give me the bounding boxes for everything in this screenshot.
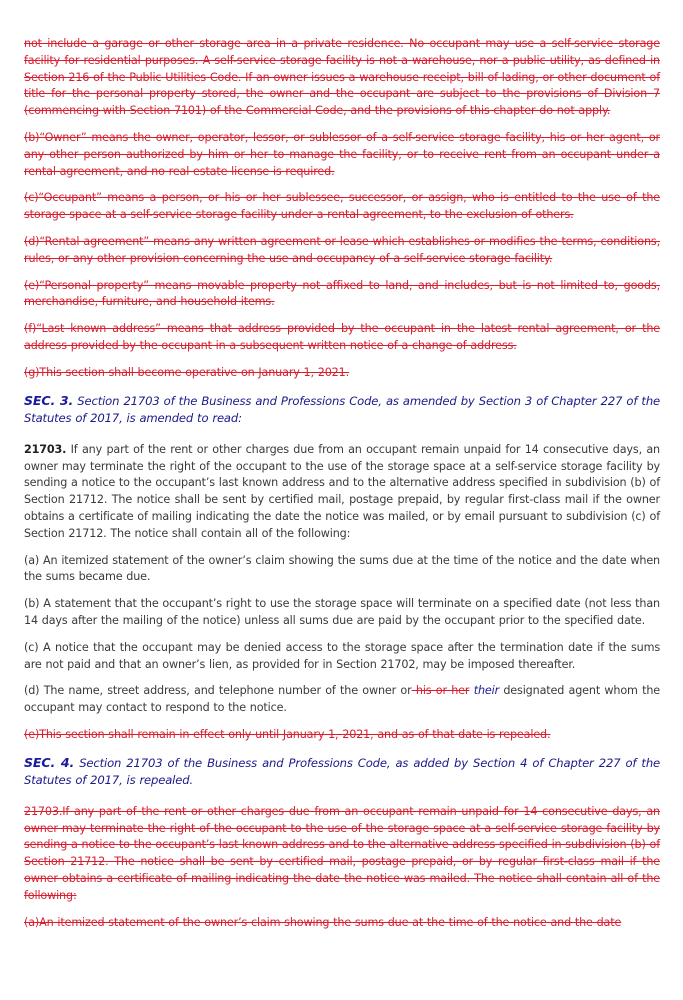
section-21703-number: 21703.	[24, 442, 67, 456]
subdivision-d-after: designated agent whom the occupant may contact to respond to the notice.	[24, 684, 661, 715]
subdivision-d-deleted-text: his or her	[411, 684, 470, 698]
repealed-subdivision-a: (a)An itemized statement of the owner’s claim showing the sums due at the time of the notice and the date	[24, 915, 622, 929]
bill-document	[24, 36, 660, 941]
subdivision-d-before: (d) The name, street address, and telephone number of the owner or	[24, 684, 412, 698]
section-3-label: SEC. 3.	[24, 392, 74, 408]
subdivision-c: (c) A notice that the occupant may be denied access to the storage space after the termination date if the sums are not paid and that an owner’s lien, as provided for in Section 21702, may be imposed thereafter.	[24, 640, 660, 671]
subdivision-a: (a) An itemized statement of the owner’s claim showing the sums due at the time of the notice and the date when the sums became due.	[24, 553, 660, 584]
section-21703-intro-text: If any part of the rent or other charges due from an occupant remain unpaid for 14 consecutive days, an owner may terminate the right of the occupant to the use of the storage space at a self-service storage facility by sending a notice to the occupant’s last known address and to the alternative address specified in subdivision (b) of Section 21712. The notice shall be sent by certified mail, postage prepaid, by regular first-class mail if the owner obtains a certificate of mailing indicating the date the notice was mailed, or by email pursuant to subdivision (c) of Section 21712. The notice shall contain all of the following:	[24, 442, 660, 540]
section-3-text: Section 21703 of the Business and Professions Code, as amended by Section 3 of Chapter 227 of the Statutes of 2017, is amended to read:	[24, 393, 661, 426]
deleted-paragraph-operative-date: (g)This section shall become operative on January 1, 2021.	[24, 365, 350, 379]
deleted-paragraph-rental-agreement-definition: (d)“Rental agreement” means any written agreement or lease which establishes or modifies the terms, conditions, rules, or any other provision concerning the use and occupancy of a self-service storage facility.	[24, 234, 660, 265]
deleted-paragraph-personal-property-definition: (e)“Personal property” means movable property not affixed to land, and includes, but is not limited to, goods, merchandise, furniture, and household items.	[24, 278, 660, 309]
deleted-paragraph-owner-definition: (b)“Owner” means the owner, operator, lessor, or sublessor of a self-service storage facility, his or her agent, or any other person authorized by him or her to manage the facility, or to receive rent from an occupant under a rental agreement, and no real estate license is required.	[24, 130, 660, 178]
subdivision-d	[24, 683, 660, 717]
subdivision-e-deleted: (e)This section shall remain in effect only until January 1, 2021, and as of that date is repealed.	[24, 727, 551, 741]
section-3-heading	[24, 392, 660, 428]
repealed-section-21703-intro: 21703.If any part of the rent or other charges due from an occupant remain unpaid for 14 consecutive days, an owner may terminate the right of the occupant to the use of the storage space at a self-service storage facility by sending a notice to the occupant’s last known address and to the alternative address specified in subdivision (b) of Section 21712. The notice shall be sent by certified mail, postage prepaid, or by regular first-class mail if the owner obtains a certificate of mailing indicating the date the notice was mailed. The notice shall contain all of the following:	[24, 804, 660, 902]
section-4-heading	[24, 754, 660, 790]
section-21703-intro	[24, 442, 660, 543]
subdivision-d-inserted-text: their	[473, 684, 500, 698]
subdivision-b: (b) A statement that the occupant’s right to use the storage space will terminate on a specified date (not less than 14 days after the mailing of the notice) unless all sums due are paid by the occupant prior to the specified date.	[24, 597, 660, 627]
section-4-text: Section 21703 of the Business and Professions Code, as added by Section 4 of Chapter 227 of the Statutes of 2017, is repealed.	[24, 755, 661, 788]
deleted-paragraph-definitions-tail: not include a garage or other storage area in a private residence. No occupant may use a self-service storage facility for residential purposes. A self-service storage facility is not a warehouse, nor a public utility, as defined in Section 216 of the Public Utilities Code. If an owner issues a warehouse receipt, bill of lading, or other document of title for the personal property stored, the owner and the occupant are subject to the provisions of Division 7 (commencing with Section 7101) of the Commercial Code, and the provisions of this chapter do not apply.	[24, 37, 660, 118]
section-4-label: SEC. 4.	[24, 754, 75, 770]
deleted-paragraph-occupant-definition: (c)“Occupant” means a person, or his or her sublessee, successor, or assign, who is entitled to the use of the storage space at a self-service storage facility under a rental agreement, to the exclusion of others.	[24, 191, 660, 222]
deleted-paragraph-last-known-address-definition: (f)“Last known address” means that address provided by the occupant in the latest rental agreement, or the address provided by the occupant in a subsequent written notice of a change of address.	[24, 322, 660, 352]
